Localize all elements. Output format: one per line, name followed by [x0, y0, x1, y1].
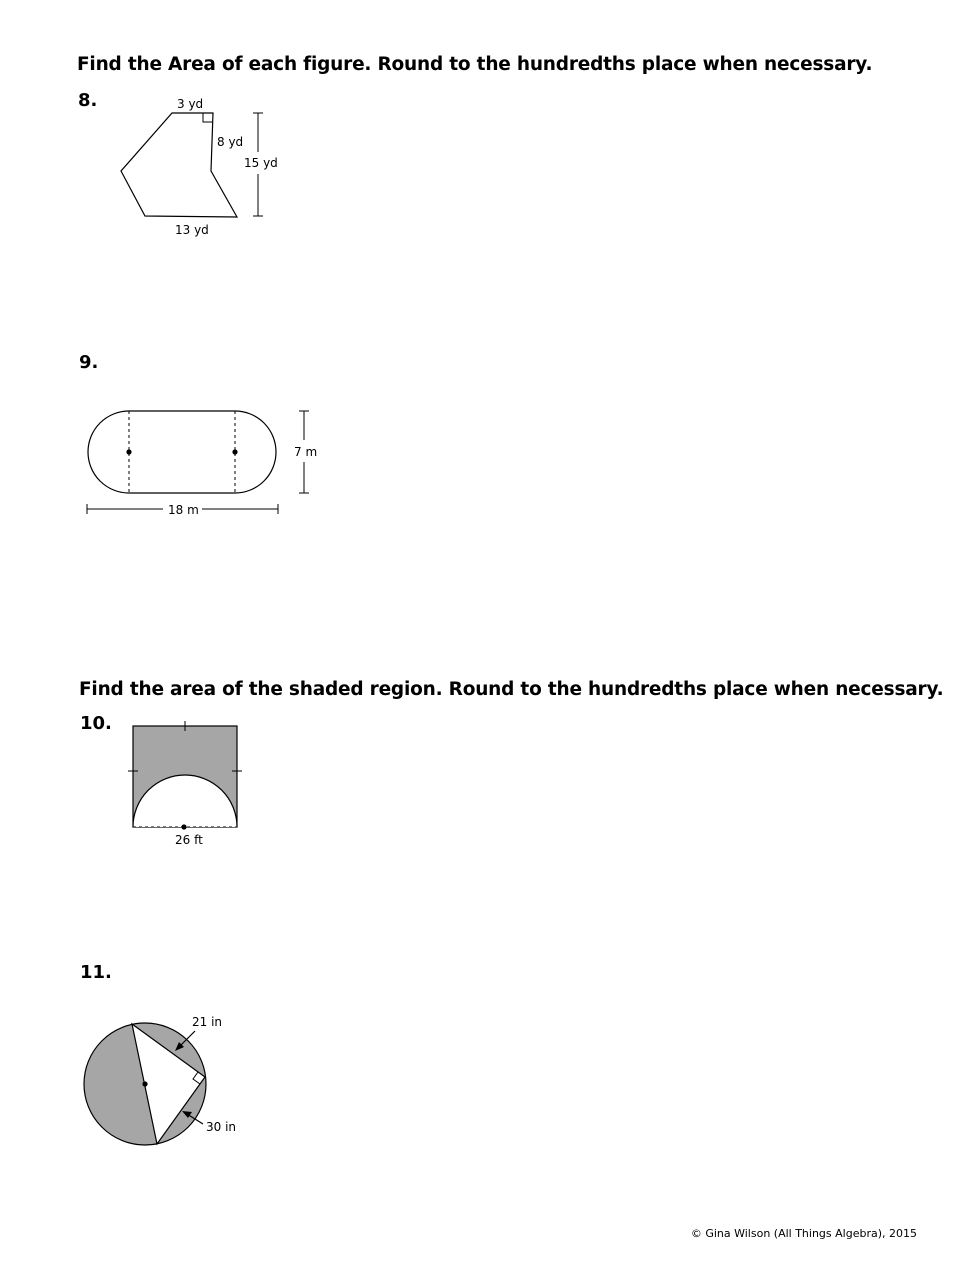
- label-7m: 7 m: [294, 445, 318, 459]
- label-3yd: 3 yd: [177, 97, 204, 111]
- label-18m: 18 m: [168, 503, 199, 517]
- copyright-footer: © Gina Wilson (All Things Algebra), 2015: [690, 1227, 917, 1240]
- label-13yd: 13 yd: [175, 223, 209, 237]
- instruction-shaded: Find the area of the shaded region. Round to the hundredths place when necessary.: [79, 679, 944, 700]
- label-8yd: 8 yd: [217, 135, 244, 149]
- problem-9-number: 9.: [79, 352, 99, 373]
- problem-11-number: 11.: [80, 962, 112, 983]
- problem-8-number: 8.: [78, 90, 98, 111]
- center-dot: [142, 1081, 147, 1086]
- label-30in: 30 in: [206, 1120, 237, 1134]
- instruction-area: Find the Area of each figure. Round to the hundredths place when necessary.: [77, 54, 873, 75]
- problem-10-number: 10.: [80, 713, 112, 734]
- label-26ft: 26 ft: [175, 833, 203, 847]
- label-21in: 21 in: [192, 1015, 223, 1029]
- label-15yd: 15 yd: [244, 156, 278, 170]
